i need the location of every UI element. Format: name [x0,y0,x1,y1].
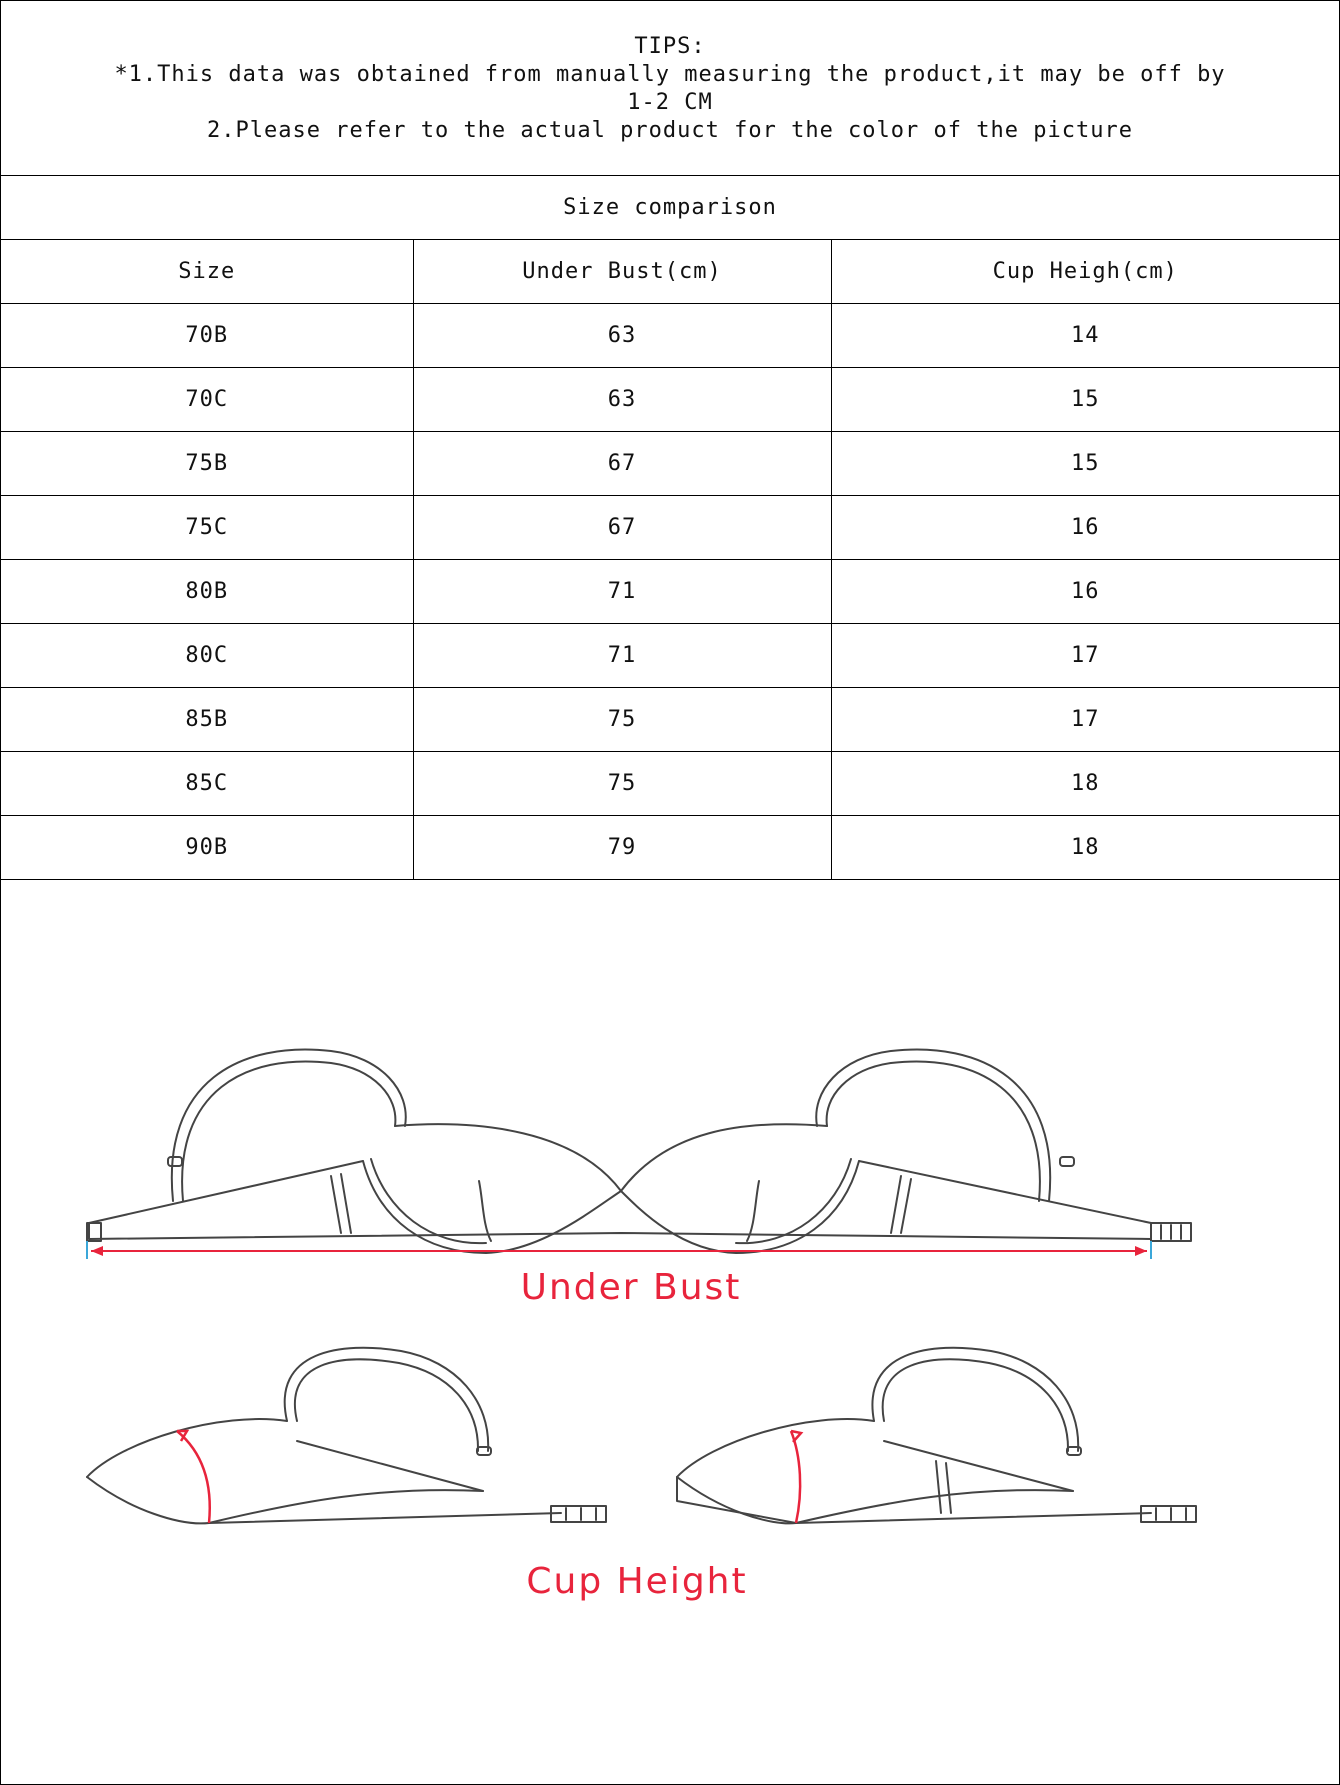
under-bust-label: Under Bust [520,1267,742,1308]
header-under-bust: Under Bust(cm) [413,240,831,304]
cell-under-bust: 63 [413,304,831,368]
cell-size: 85B [1,688,413,752]
cell-cup-height: 17 [831,624,1339,688]
cell-size: 70B [1,304,413,368]
table-row [1,624,1339,688]
under-bust-measure-line [87,1241,1151,1259]
cell-cup-height: 18 [831,816,1339,880]
cell-cup-height: 18 [831,752,1339,816]
cell-size: 90B [1,816,413,880]
cell-cup-height: 16 [831,496,1339,560]
header-cup-height: Cup Heigh(cm) [831,240,1339,304]
table-row [1,752,1339,816]
tips-line-2: 1-2 CM [627,90,713,115]
cell-size: 75B [1,432,413,496]
cell-under-bust: 67 [413,496,831,560]
cell-size: 70C [1,368,413,432]
table-row [1,560,1339,624]
cell-cup-height: 16 [831,560,1339,624]
cell-cup-height: 15 [831,368,1339,432]
table-row [1,432,1339,496]
measurement-illustration [1,886,1339,1784]
tips-heading: TIPS: [634,34,706,59]
table-caption: Size comparison [1,176,1339,240]
cell-size: 80C [1,624,413,688]
tips-line-3: 2.Please refer to the actual product for the color of the picture [207,118,1133,143]
cell-cup-height: 17 [831,688,1339,752]
cup-height-label: Cup Height [526,1561,748,1602]
cell-size: 80B [1,560,413,624]
bra-side-view-left [87,1348,606,1524]
bra-front-view [87,1050,1191,1253]
table-header-row [1,240,1339,304]
header-size: Size [1,240,413,304]
cell-cup-height: 14 [831,304,1339,368]
cell-size: 85C [1,752,413,816]
cell-under-bust: 71 [413,560,831,624]
table-row [1,496,1339,560]
cell-under-bust: 63 [413,368,831,432]
cell-under-bust: 67 [413,432,831,496]
table-row [1,688,1339,752]
tips-line-1: *1.This data was obtained from manually measuring the product,it may be off by [114,62,1226,87]
cell-under-bust: 75 [413,688,831,752]
tips-section [1,1,1339,176]
cell-under-bust: 75 [413,752,831,816]
table-row [1,304,1339,368]
size-table [1,240,1339,880]
table-row [1,368,1339,432]
cell-under-bust: 71 [413,624,831,688]
cell-size: 75C [1,496,413,560]
cell-cup-height: 15 [831,432,1339,496]
bra-side-view-right [677,1348,1196,1524]
table-row [1,816,1339,880]
cell-under-bust: 79 [413,816,831,880]
